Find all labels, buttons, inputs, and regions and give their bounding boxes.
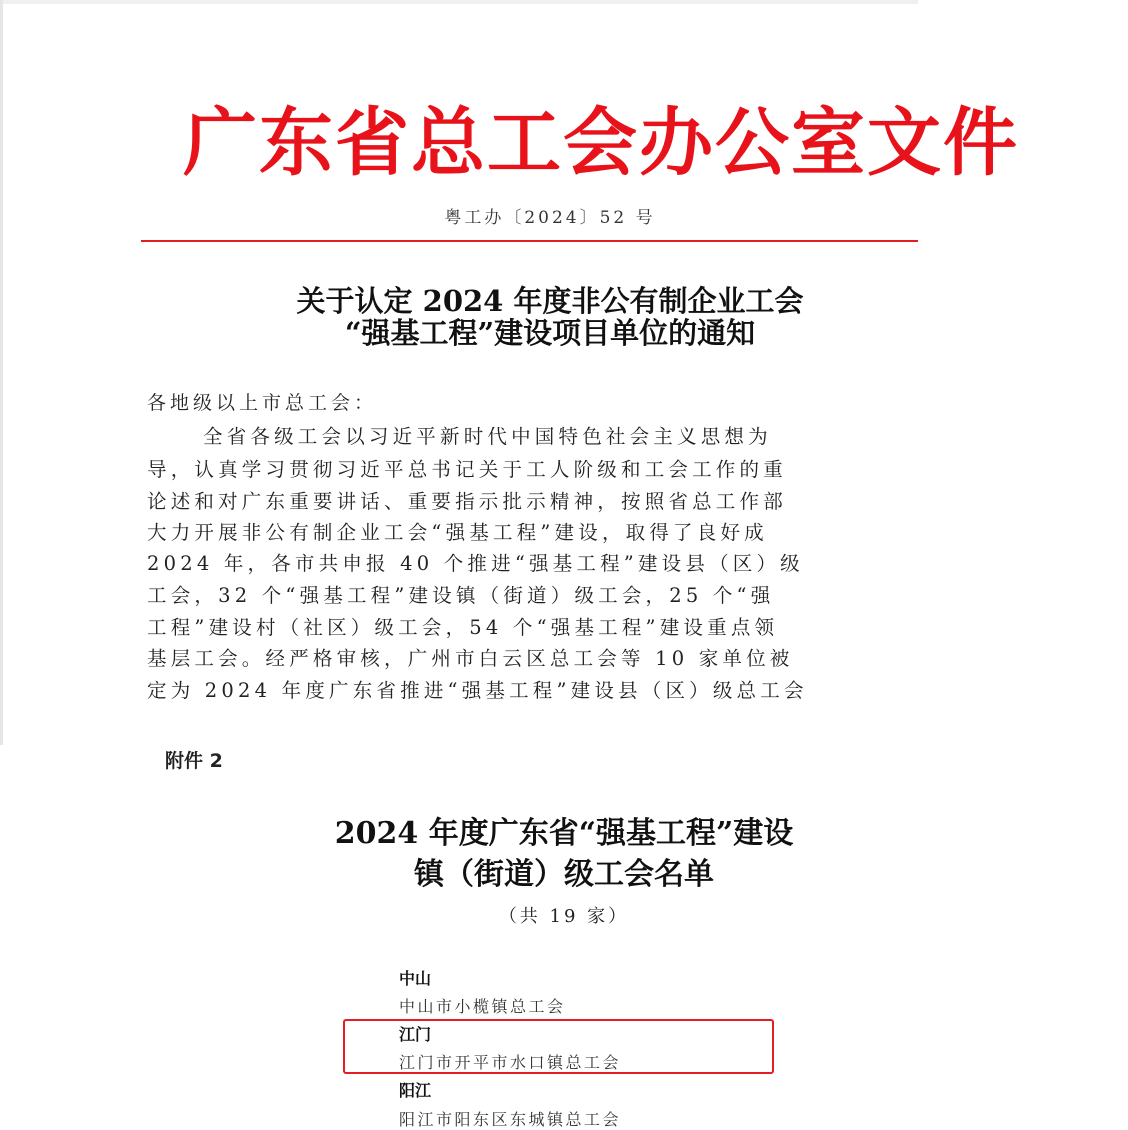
body-line: 基层工会。经严格审核，广州市白云区总工会等 10 家单位被 [147,647,794,670]
page-edge [0,0,3,745]
notice-title-line1: 关于认定 2024 年度非公有制企业工会 [296,284,804,318]
list-title-line2: 镇（街道）级工会名单 [414,857,714,892]
document-header: 广东省总工会办公室文件 [183,100,1019,186]
region-name: 阳江 [399,1081,432,1100]
document-number: 粤工办〔2024〕52 号 [444,208,656,228]
union-name: 江门市开平市水口镇总工会 [399,1053,622,1072]
list-title-line1: 2024 年度广东省“强基工程”建设 [334,816,794,851]
red-divider [141,240,918,242]
salutation: 各地级以上市总工会： [147,392,378,414]
union-name: 阳江市阳东区东城镇总工会 [399,1110,622,1129]
body-line: 定为 2024 年度广东省推进“强基工程”建设县（区）级总工会 [147,679,808,702]
region-name: 江门 [399,1025,432,1044]
body-line: 导，认真学习贯彻习近平总书记关于工人阶级和工会工作的重 [147,458,787,481]
attachment-label: 附件 2 [165,750,223,772]
highlight-box [343,1019,774,1074]
page-edge [0,0,918,4]
body-line: 大力开展非公有制企业工会“强基工程”建设，取得了良好成 [147,521,768,544]
body-line: 全省各级工会以习近平新时代中国特色社会主义思想为 [203,425,772,448]
body-line: 工程”建设村（社区）级工会，54 个“强基工程”建设重点领 [147,616,779,639]
union-name: 中山市小榄镇总工会 [399,997,566,1016]
notice-title-line2: “强基工程”建设项目单位的通知 [344,316,756,350]
region-name: 中山 [399,969,432,988]
body-line: 论述和对广东重要讲话、重要指示批示精神，按照省总工作部 [147,490,787,513]
union-count: （共 19 家） [498,906,630,927]
body-line: 2024 年，各市共申报 40 个推进“强基工程”建设县（区）级 [147,552,804,575]
body-line: 工会，32 个“强基工程”建设镇（街道）级工会，25 个“强 [147,584,775,607]
